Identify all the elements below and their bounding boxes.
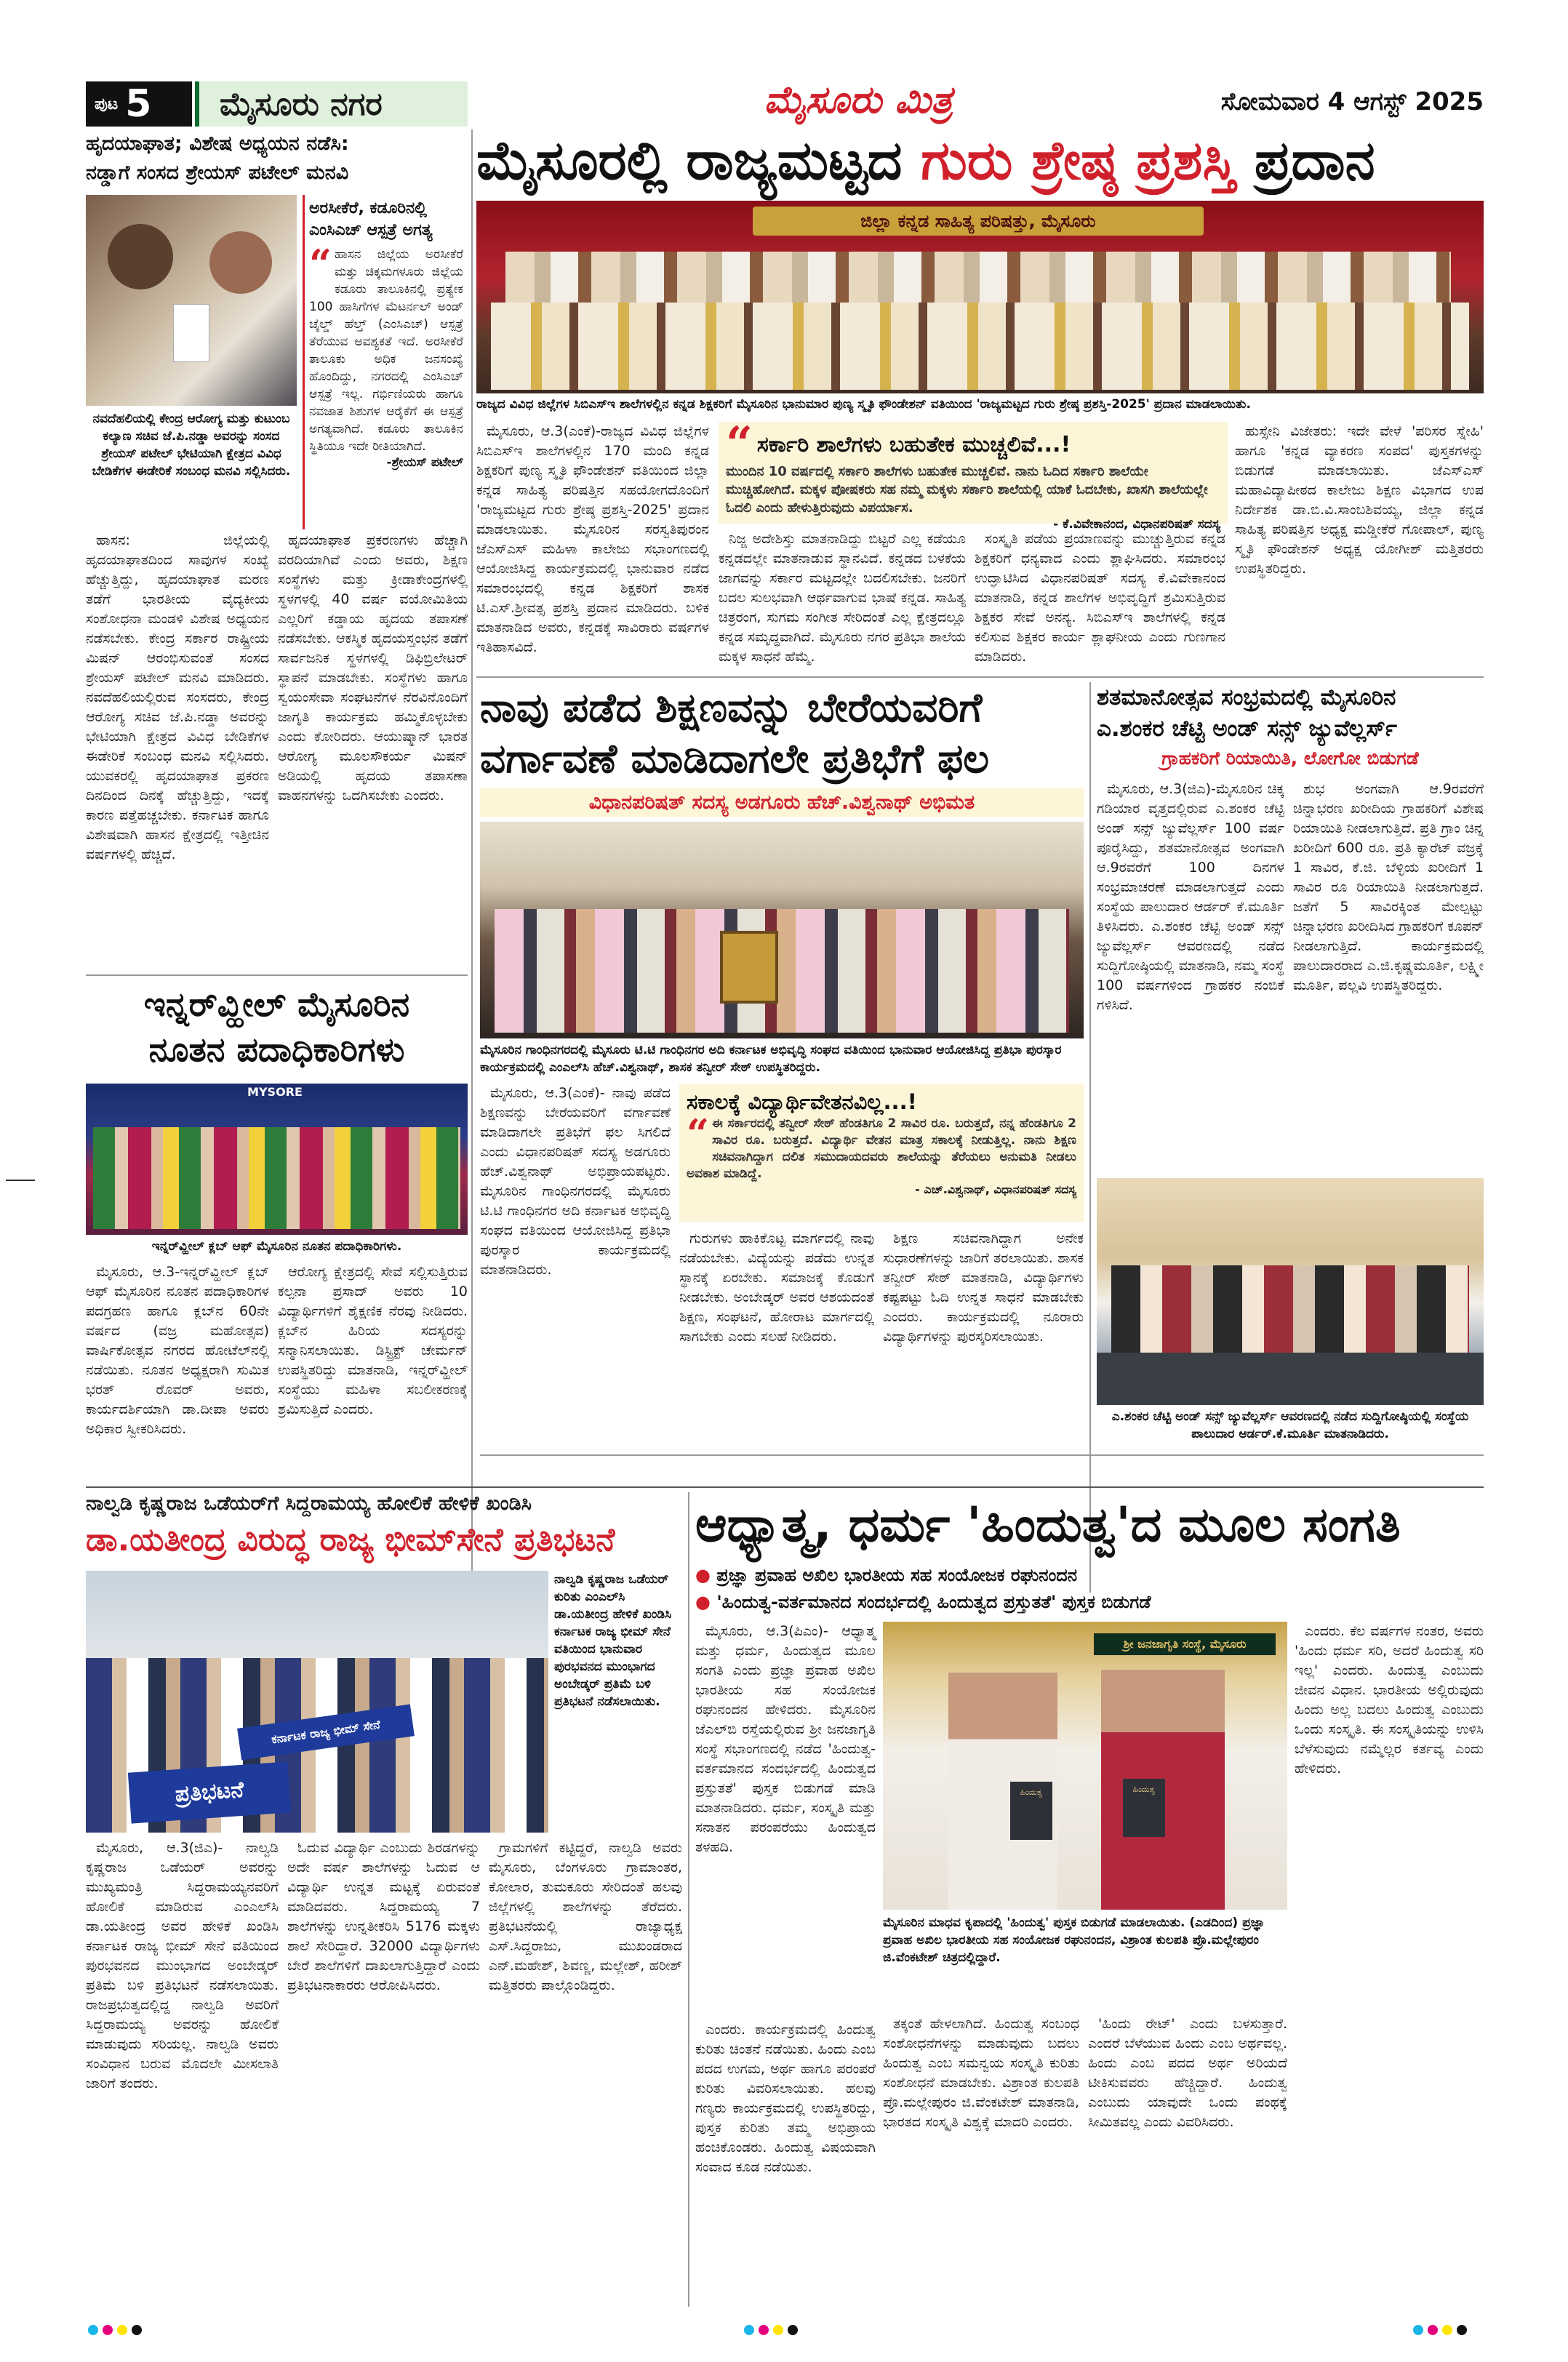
hindutva-col4 xyxy=(1295,1622,1484,2305)
book-release-caption: ಮೈಸೂರಿನ ಮಾಧವ ಕೃಪಾದಲ್ಲಿ 'ಹಿಂದುತ್ವ' ಪುಸ್ತಕ ಬಿಡುಗಡೆ ಮಾಡಲಾಯಿತು. (ಎಡದಿಂದ) ಪ್ರಜ್ಞಾ ಪ್ರವಾಹ ಅಖಿಲ ಭಾರತೀಯ ಸಹ ಸಂಯೋಜಕ ರಘುನಂದನ, ವಿಶ್ರಾಂತ ಕುಲಪತಿ ಪ್ರೊ.ಮಲ್ಲೇಪುರಂ ಜಿ.ವೆಂಕಟೇಶ್ ಚಿತ್ರದಲ್ಲಿದ್ದಾರೆ. xyxy=(883,1915,1265,1965)
margin-mark xyxy=(6,1180,35,1181)
innerwheel-headline xyxy=(86,982,468,1079)
main-story-col1 xyxy=(476,422,709,669)
registration-dot xyxy=(1413,2325,1423,2335)
photo-banner-label: MYSORE xyxy=(247,1085,303,1099)
page-number: 5 xyxy=(125,82,152,126)
vishwanath-col3-text: ಶಿಕ್ಷಣ ಸಚಿವನಾಗಿದ್ದಾಗ ಅನೇಕ ಸುಧಾರಣೆಗಳನ್ನು ಜಾರಿಗೆ ತರಲಾಯಿತು. ಶಾಸಕ ತನ್ವೀರ್ ಸೇಠ್ ಮಾತನಾಡಿ, ವಿದ್ಯಾರ್ಥಿಗಳು ಕಷ್ಟಪಟ್ಟು ಓದಿ ಉನ್ನತ ಸಾಧನೆ ಮಾಡಬೇಕು ಎಂದರು. ಕಾರ್ಯಕ್ರಮದಲ್ಲಿ ನೂರಾರು ವಿದ್ಯಾರ್ಥಿಗಳನ್ನು ಪುರಸ್ಕರಿಸಲಾಯಿತು. xyxy=(883,1230,1084,1345)
protest-col2-text: ಓದುವ ವಿದ್ಯಾರ್ಥಿ ಎಂಬುದು ಶಿರಡಗಳನ್ನು ಅದೇ ವರ್ಷ ಶಾಲೆಗಳನ್ನು ಓದುವ ಆ ವಿದ್ಯಾರ್ಥಿ ಉನ್ನತ ಮಟ್ಟಕ್ಕೆ ಏರುವಂತೆ ಮಾಡಿದವರು. ಸಿದ್ದರಾಮಯ್ಯ 7 ಶಾಲೆಗಳನ್ನು ಉನ್ನತೀಕರಿಸಿ 5176 ಮಕ್ಕಳು ಶಾಲೆ ಸೇರಿದ್ದಾರೆ. 32000 ವಿದ್ಯಾರ್ಥಿಗಳು ಬೇರೆ ಶಾಲೆಗಳಿಗೆ ದಾಖಲಾಗುತ್ತಿದ್ದಾರೆ ಎಂದು ಪ್ರತಿಭಟನಾಕಾರರು ಆರೋಪಿಸಿದರು. xyxy=(287,1840,480,1993)
hindutva-col2-text: ತಕ್ಕಂತೆ ಹೇಳಲಾಗಿದೆ. ಹಿಂದುತ್ವ ಸಂಬಂಧ ಸಂಶೋಧನೆಗಳನ್ನು ಮಾಡುವುದು ಬದಲು ಹಿಂದುತ್ವ ಎಂಬ ಸಮನ್ವಯ ಸಂಸ್ಕೃತಿ ಕುರಿತು ಸಂಶೋಧನೆ ಮಾಡಬೇಕು. ವಿಶ್ರಾಂತ ಕುಲಪತಿ ಪ್ರೊ.ಮಲ್ಲೇಪುರಂ ಜಿ.ವೆಂಕಟೇಶ್ ಮಾತನಾಡಿ, ಭಾರತದ ಸಂಸ್ಕೃತಿ ವಿಶ್ವಕ್ಕೆ ಮಾದರಿ ಎಂದರು. xyxy=(883,2016,1079,2130)
jewellers-headline-line1: ಶತಮಾನೋತ್ಸವ ಸಂಭ್ರಮದಲ್ಲಿ ಮೈಸೂರಿನ xyxy=(1097,684,1396,710)
registration-dot xyxy=(788,2325,798,2335)
registration-dot xyxy=(132,2325,142,2335)
protest-photo-caption: ನಾಲ್ವಡಿ ಕೃಷ್ಣರಾಜ ಒಡೆಯರ್ ಕುರಿತು ಎಂಎಲ್‌ಸಿ ಡಾ.ಯತೀಂದ್ರ ಹೇಳಿಕೆ ಖಂಡಿಸಿ ಕರ್ನಾಟಕ ರಾಜ್ಯ ಭೀಮ್ ಸೇನೆ ವತಿಯಿಂದ ಭಾನುವಾರ ಪುರಭವನದ ಮುಂಭಾಗದ ಅಂಬೇಡ್ಕರ್ ಪ್ರತಿಮೆ ಬಳಿ ಪ್ರತಿಭಟನೆ ನಡೆಸಲಾಯಿತು. xyxy=(554,1572,672,1709)
protest-banner-text: ಪ್ರತಿಭಟನೆ xyxy=(174,1777,245,1808)
registration-dot xyxy=(103,2325,113,2335)
jewellers-subhead xyxy=(1097,748,1484,775)
book-title: ಹಿಂದುತ್ವ xyxy=(1020,1787,1043,1797)
main-story-col1-text: ಮೈಸೂರು, ಆ.3(ಎಂಕೆ)-ರಾಜ್ಯದ ವಿವಿಧ ಜಿಲ್ಲೆಗಳ ಸಿಬಿಎಸ್‌ಇ ಶಾಲೆಗಳಲ್ಲಿನ 170 ಮಂದಿ ಕನ್ನಡ ಶಿಕ್ಷಕರಿಗೆ ಪುಣ್ಯ ಸ್ಮೃತಿ ಫೌಂಡೇಶನ್ ವತಿಯಿಂದ ಜಿಲ್ಲಾ ಕನ್ನಡ ಸಾಹಿತ್ಯ ಪರಿಷತ್ತಿನ ಸಹಯೋಗದೊಂದಿಗೆ 'ರಾಜ್ಯಮಟ್ಟದ ಗುರು ಶ್ರೇಷ್ಠ ಪ್ರಶಸ್ತಿ-2025' ಪ್ರದಾನ ಮಾಡಲಾಯಿತು. ಮೈಸೂರಿನ ಸರಸ್ವತಿಪುರಂನ ಜೆಎಸ್‌ಎಸ್ ಮಹಿಳಾ ಕಾಲೇಜು ಸಭಾಂಗಣದಲ್ಲಿ ಆಯೋಜಿಸಿದ್ದ ಕಾರ್ಯಕ್ರಮದಲ್ಲಿ ಭಾನುವಾರ ನಡೆದ ಸಮಾರಂಭದಲ್ಲಿ ಕನ್ನಡ ಶಿಕ್ಷಕರಿಗೆ ಶಾಸಕ ಟಿ.ಎಸ್.ಶ್ರೀವತ್ಸ ಪ್ರಶಸ್ತಿ ಪ್ರದಾನ ಮಾಡಿದರು. ಬಳಿಕ ಮಾತನಾಡಿದ ಅವರು, ಕನ್ನಡಕ್ಕೆ ಸಾವಿರಾರು ವರ್ಷಗಳ ಇತಿಹಾಸವಿದೆ. xyxy=(476,423,709,655)
sidebox-body: ಹಾಸನ ಜಿಲ್ಲೆಯ ಅರಸೀಕೆರೆ ಮತ್ತು ಚಿಕ್ಕಮಗಳೂರು ಜಿಲ್ಲೆಯ ಕಡೂರು ತಾಲೂಕಿನಲ್ಲಿ ಪ್ರತ್ಯೇಕ 100 ಹಾಸಿಗೆಗಳ ಮೆಟರ್ನಲ್ ಅಂಡ್ ಚೈಲ್ಡ್ ಹೆಲ್ತ್ (ಎಂಸಿಎಚ್) ಆಸ್ಪತ್ರೆ ತೆರೆಯುವ ಅವಶ್ಯಕತೆ ಇದೆ. ಅರಸೀಕೆರೆ ತಾಲೂಕು ಅಧಿಕ ಜನಸಂಖ್ಯೆ ಹೊಂದಿದ್ದು, ನಗರದಲ್ಲಿ ಎಂಸಿಎಚ್ ಆಸ್ಪತ್ರೆ ಇಲ್ಲ. ಗರ್ಭಿಣಿಯರು ಹಾಗೂ ನವಜಾತ ಶಿಶುಗಳ ಆರೈಕೆಗೆ ಈ ಆಸ್ಪತ್ರೆ ಅಗತ್ಯವಾಗಿದೆ. ಕಡೂರು ತಾಲೂಕಿನ ಸ್ಥಿತಿಯೂ ಇದೇ ರೀತಿಯಾಗಿದೆ. xyxy=(309,247,463,454)
protest-col1 xyxy=(86,1838,279,2304)
registration-dots-left xyxy=(86,2324,144,2339)
main-photo-caption: ರಾಜ್ಯದ ವಿವಿಧ ಜಿಲ್ಲೆಗಳ ಸಿಬಿಎಸ್‌ಇ ಶಾಲೆಗಳಲ್ಲಿನ ಕನ್ನಡ ಶಿಕ್ಷಕರಿಗೆ ಮೈಸೂರಿನ ಭಾನುಮಾರ ಪುಣ್ಯ ಸ್ಮೃತಿ ಫೌಂಡೇಶನ್ ವತಿಯಿಂದ 'ರಾಜ್ಯಮಟ್ಟದ ಗುರು ಶ್ರೇಷ್ಠ ಪ್ರಶಸ್ತಿ-2025' ಪ್ರದಾನ ಮಾಡಲಾಯಿತು. xyxy=(476,397,1251,412)
photo-banner-text: ಶ್ರೀ ಜನಜಾಗೃತಿ ಸಂಸ್ಥೆ, ಮೈಸೂರು xyxy=(1123,1637,1247,1651)
hindutva-headline-text: ಆಧ್ಯಾತ್ಮ, ಧರ್ಮ 'ಹಿಂದುತ್ವ'ದ ಮೂಲ ಸಂಗತಿ xyxy=(695,1497,1401,1553)
quote-mark-icon: “ xyxy=(687,1110,710,1157)
quote-body: ಈ ಸರ್ಕಾರದಲ್ಲಿ ತನ್ವೀರ್ ಸೇಠ್ ಹೆಂಡತಿಗೂ 2 ಸಾವಿರ ರೂ. ಬರುತ್ತದೆ, ನನ್ನ ಹೆಂಡತಿಗೂ 2 ಸಾವಿರ ರೂ. ಬರುತ್ತದೆ. ವಿದ್ಯಾರ್ಥಿ ವೇತನ ಮಾತ್ರ ಸಕಾಲಕ್ಕೆ ನೀಡುತ್ತಿಲ್ಲ. ನಾನು ಶಿಕ್ಷಣ ಸಚಿವನಾಗಿದ್ದಾಗ ದಲಿತ ಸಮುದಾಯದವರು ಶಾಲೆಯನ್ನು ತೆರೆಯಲು ಅನುಮತಿ ನೀಡಲು ಅವಕಾಶ ಮಾಡಿದ್ದೆ. xyxy=(687,1116,1076,1181)
quote-mark-icon: “ xyxy=(726,417,753,471)
left-story-headline xyxy=(86,129,468,189)
hindutva-col3 xyxy=(1088,2014,1287,2304)
hindutva-bullets xyxy=(695,1562,1484,1616)
vishwanath-headline-line1: ನಾವು ಪಡೆದ ಶಿಕ್ಷಣವನ್ನು ಬೇರೆಯವರಿಗೆ xyxy=(480,684,983,731)
registration-dot xyxy=(88,2325,98,2335)
protest-col1-text: ಮೈಸೂರು, ಆ.3(ಜಿಎ)- ನಾಲ್ವಡಿ ಕೃಷ್ಣರಾಜ ಒಡೆಯರ್ ಅವರನ್ನು ಮುಖ್ಯಮಂತ್ರಿ ಸಿದ್ದರಾಮಯ್ಯನವರಿಗೆ ಹೋಲಿಕೆ ಮಾಡಿರುವ ಎಂಎಲ್‌ಸಿ ಡಾ.ಯತೀಂದ್ರ ಅವರ ಹೇಳಿಕೆ ಖಂಡಿಸಿ ಕರ್ನಾಟಕ ರಾಜ್ಯ ಭೀಮ್ ಸೇನೆ ವತಿಯಿಂದ ಪುರಭವನದ ಮುಂಭಾಗದ ಅಂಬೇಡ್ಕರ್ ಪ್ರತಿಮೆ ಬಳಿ ಪ್ರತಿಭಟನೆ ನಡೆಸಲಾಯಿತು. ರಾಜಪ್ರಭುತ್ವದಲ್ಲಿದ್ದ ನಾಲ್ವಡಿ ಅವರಿಗೆ ಸಿದ್ದರಾಮಯ್ಯ ಅವರನ್ನು ಹೋಲಿಕೆ ಮಾಡುವುದು ಸರಿಯಲ್ಲ. ನಾಲ್ವಡಿ ಅವರು ಸಂವಿಧಾನ ಬರುವ ಮೊದಲೇ ಮೀಸಲಾತಿ ಜಾರಿಗೆ ತಂದರು. xyxy=(86,1840,279,2091)
press-meet-photo xyxy=(1097,1178,1484,1405)
hindutva-col1b xyxy=(695,2020,876,2304)
protest-kicker-text: ನಾಲ್ವಡಿ ಕೃಷ್ಣರಾಜ ಒಡೆಯರ್‌ಗೆ ಸಿದ್ದರಾಮಯ್ಯ ಹೋಲಿಕೆ ಹೇಳಿಕೆ ಖಂಡಿಸಿ xyxy=(86,1492,532,1515)
jewellers-col2-text: ಶುಭ ಅಂಗವಾಗಿ ಆ.9ರವರೆಗೆ ಚಿನ್ನಾಭರಣ ಖರೀದಿಯ ಗ್ರಾಹಕರಿಗೆ ವಿಶೇಷ ರಿಯಾಯಿತಿ ನೀಡಲಾಗುತ್ತಿದೆ. ಪ್ರತಿ ಗ್ರಾಂ ಚಿನ್ನ ಖರೀದಿಗೆ 600 ರೂ. ಪ್ರತಿ ಕ್ಯಾರೆಟ್ ವಜ್ರಕ್ಕೆ 1 ಸಾವಿರ, ಕೆ.ಜಿ. ಬೆಳ್ಳಿಯ ಖರೀದಿಗೆ 1 ಸಾವಿರ ರೂ ರಿಯಾಯಿತಿ ನೀಡಲಾಗುತ್ತದೆ. ಜತೆಗೆ 5 ಸಾವಿರಕ್ಕಿಂತ ಮೇಲ್ಪಟ್ಟು ಚಿನ್ನಾಭರಣ ಖರೀದಿಸಿದ ಗ್ರಾಹಕರಿಗೆ ಕೂಪನ್ ನೀಡಲಾಗುತ್ತಿದೆ. ಕಾರ್ಯಕ್ರಮದಲ್ಲಿ ಪಾಲುದಾರರಾದ ಎ.ಜಿ.ಕೃಷ್ಣಮೂರ್ತಿ, ಲಕ್ಷ್ಮೀ ಮೂರ್ತಿ, ಪಲ್ಲವಿ ಉಪಸ್ಥಿತರಿದ್ದರು. xyxy=(1293,781,1484,993)
left-story-col2 xyxy=(278,531,468,967)
book-cover xyxy=(1010,1782,1052,1840)
pratibha-photo-caption: ಮೈಸೂರಿನ ಗಾಂಧಿನಗರದಲ್ಲಿ ಮೈಸೂರು ಟಿ.ಟಿ ಗಾಂಧಿನಗರ ಅದಿ ಕರ್ನಾಟಕ ಅಭಿವೃದ್ಧಿ ಸಂಘದ ವತಿಯಿಂದ ಭಾನುವಾರ ಆಯೋಜಿಸಿದ್ದ ಪ್ರತಿಭಾ ಪುರಸ್ಕಾರ ಕಾರ್ಯಕ್ರಮದಲ್ಲಿ ಎಂಎಲ್‌ಸಿ ಹೆಚ್.ವಿಶ್ವನಾಥ್, ಶಾಸಕ ತನ್ವೀರ್ ಸೇಠ್ ಉಪಸ್ಥಿತರಿದ್ದರು. xyxy=(480,1043,1062,1075)
innerwheel-title-line2: ನೂತನ ಪದಾಧಿಕಾರಿಗಳು xyxy=(148,1030,405,1069)
jewellers-subhead-text: ಗ್ರಾಹಕರಿಗೆ ರಿಯಾಯಿತಿ, ಲೋಗೋ ಬಿಡುಗಡೆ xyxy=(1161,748,1419,769)
vishwanath-headline xyxy=(480,682,1084,784)
protest-sign-text: ಕರ್ನಾಟಕ ರಾಜ್ಯ ಭೀಮ್ ಸೇನೆ xyxy=(271,1717,381,1747)
vishwanath-headline-line2: ವರ್ಗಾವಣೆ ಮಾಡಿದಾಗಲೇ ಪ್ರತಿಭೆಗೆ ಫಲ xyxy=(480,735,989,782)
protest-headline-text: ಡಾ.ಯತೀಂದ್ರ ವಿರುದ್ಧ ರಾಜ್ಯ ಭೀಮ್‌ಸೇನೆ ಪ್ರತಿಭಟನೆ xyxy=(86,1521,615,1558)
innerwheel-col2 xyxy=(278,1262,468,1481)
hindutva-col2 xyxy=(883,2014,1079,2304)
nadda-meeting-photo xyxy=(86,195,297,406)
award-ceremony-photo xyxy=(476,201,1484,393)
hindutva-headline xyxy=(695,1492,1484,1558)
nadda-photo-caption: ನವದೆಹಲಿಯಲ್ಲಿ ಕೇಂದ್ರ ಆರೋಗ್ಯ ಮತ್ತು ಕುಟುಂಬ ಕಲ್ಯಾಣ ಸಚಿವ ಜೆ.ಪಿ.ನಡ್ಡಾ ಅವರನ್ನು ಸಂಸದ ಶ್ರೇಯಸ್ ಪಟೇಲ್ ಭೇಟಿಯಾಗಿ ಕ್ಷೇತ್ರದ ವಿವಿಧ ಬೇಡಿಕೆಗಳ ಈಡೇರಿಕೆ ಸಂಬಂಧ ಮನವಿ ಸಲ್ಲಿಸಿದರು. xyxy=(92,412,291,479)
pratibha-puraskara-photo xyxy=(480,822,1084,1038)
innerwheel-col1 xyxy=(86,1262,269,1481)
page-label: ಪುಟ xyxy=(95,95,119,113)
main-headline xyxy=(476,129,1484,192)
main-story-col2 xyxy=(719,529,966,669)
back-row-people xyxy=(505,252,1451,303)
main-headline-part3: ಪ್ರದಾನ xyxy=(1254,129,1375,192)
innerwheel-caption: ಇನ್ನರ್‌ವ್ಹೀಲ್ ಕ್ಲಬ್ ಆಫ್ ಮೈಸೂರಿನ ನೂತನ ಪದಾಧಿಕಾರಿಗಳು. xyxy=(151,1239,402,1254)
registration-dot xyxy=(773,2325,783,2335)
quote-author: - ಕೆ.ವಿವೇಕಾನಂದ, ವಿಧಾನಪರಿಷತ್ ಸದಸ್ಯ xyxy=(1053,517,1220,532)
hindutva-col3-text: 'ಹಿಂದು ರೇಟ್' ಎಂದು ಬಳಸುತ್ತಾರೆ. ಎಂದರೆ ಬೆಳೆಯುವ ಹಿಂದು ಎಂಬ ಅರ್ಥವಲ್ಲ. ಹಿಂದು ಎಂಬ ಪದದ ಅರ್ಥ ಅರಿಯದೆ ಟೀಕಿಸುವವರು ಹೆಚ್ಚಿದ್ದಾರೆ. ಹಿಂದುತ್ವ ಎಂಬುದು ಯಾವುದೇ ಒಂದು ಪಂಥಕ್ಕೆ ಸೀಮಿತವಲ್ಲ ಎಂದು ವಿವರಿಸಿದರು. xyxy=(1088,2016,1287,2130)
front-row-people xyxy=(491,303,1469,390)
registration-dot xyxy=(117,2325,127,2335)
innerwheel-col2-text: ಆರೋಗ್ಯ ಕ್ಷೇತ್ರದಲ್ಲಿ ಸೇವೆ ಸಲ್ಲಿಸುತ್ತಿರುವ ಕಲ್ಪನಾ ಪ್ರಸಾದ್ ಅವರು 10 ವಿದ್ಯಾರ್ಥಿಗಳಿಗೆ ಶೈಕ್ಷಣಿಕ ನೆರವು ನೀಡಿದರು. ಕ್ಲಬ್‌ನ ಹಿರಿಯ ಸದಸ್ಯರನ್ನು ಸನ್ಮಾನಿಸಲಾಯಿತು. ಡಿಸ್ಟ್ರಿಕ್ಟ್ ಚೇರ್ಮನ್ ಉಪಸ್ಥಿತರಿದ್ದು ಮಾತನಾಡಿ, ಇನ್ನರ್‌ವ್ಹೀಲ್ ಸಂಸ್ಥೆಯು ಮಹಿಳಾ ಸಬಲೀಕರಣಕ್ಕೆ ಶ್ರಮಿಸುತ್ತಿದೆ ಎಂದರು. xyxy=(278,1264,468,1417)
hindutva-bullet2: 'ಹಿಂದುತ್ವ-ವರ್ತಮಾನದ ಸಂದರ್ಭದಲ್ಲಿ ಹಿಂದುತ್ವದ ಪ್ರಸ್ತುತತೆ' ಪುಸ್ತಕ ಬಿಡುಗಡೆ xyxy=(716,1592,1151,1612)
left-story-col1-text: ಹಾಸನ: ಜಿಲ್ಲೆಯಲ್ಲಿ ಹೃದಯಾಘಾತದಿಂದ ಸಾವುಗಳ ಸಂಖ್ಯೆ ಹೆಚ್ಚುತ್ತಿದ್ದು, ಹೃದಯಾಘಾತ ಮರಣ ತಡೆಗೆ ಭಾರತೀಯ ವೈದ್ಯಕೀಯ ಸಂಶೋಧನಾ ಮಂಡಳಿ ವಿಶೇಷ ಅಧ್ಯಯನ ನಡೆಸಬೇಕು. ಕೇಂದ್ರ ಸರ್ಕಾರ ರಾಷ್ಟ್ರೀಯ ಮಿಷನ್ ಆರಂಭಿಸುವಂತೆ ಸಂಸದ ಶ್ರೇಯಸ್ ಪಟೇಲ್ ಮನವಿ ಮಾಡಿದರು. ನವದೆಹಲಿಯಲ್ಲಿರುವ ಸಂಸದರು, ಕೇಂದ್ರ ಆರೋಗ್ಯ ಸಚಿವ ಜೆ.ಪಿ.ನಡ್ಡಾ ಅವರನ್ನು ಭೇಟಿಯಾಗಿ ಕ್ಷೇತ್ರದ ವಿವಿಧ ಬೇಡಿಕೆಗಳ ಈಡೇರಿಕೆ ಸಂಬಂಧ ಮನವಿ ಸಲ್ಲಿಸಿದರು. ಯುವಕರಲ್ಲಿ ಹೃದಯಾಘಾತ ಪ್ರಕರಣ ದಿನದಿಂದ ದಿನಕ್ಕೆ ಹೆಚ್ಚುತ್ತಿದ್ದು, ಇದಕ್ಕೆ ಕಾರಣ ಪತ್ತೆಹಚ್ಚಬೇಕು. ಕರ್ನಾಟಕ ಹಾಗೂ ವಿಶೇಷವಾಗಿ ಹಾಸನ ಕ್ಷೇತ್ರದಲ್ಲಿ ಇತ್ತೀಚಿನ ವರ್ಷಗಳಲ್ಲಿ ಹೆಚ್ಚಿದೆ. xyxy=(86,532,269,862)
innerwheel-members-photo xyxy=(86,1084,468,1235)
vishwanath-col1-text: ಮೈಸೂರು, ಆ.3(ಎಂಕೆ)- ನಾವು ಪಡೆದ ಶಿಕ್ಷಣವನ್ನು ಬೇರೆಯವರಿಗೆ ವರ್ಗಾವಣೆ ಮಾಡಿದಾಗಲೇ ಪ್ರತಿಭೆಗೆ ಫಲ ಸಿಗಲಿದೆ ಎಂದು ವಿಧಾನಪರಿಷತ್ ಸದಸ್ಯ ಅಡಗೂರು ಹೆಚ್.ವಿಶ್ವನಾಥ್ ಅಭಿಪ್ರಾಯಪಟ್ಟರು. ಮೈಸೂರಿನ ಗಾಂಧಿನಗರದಲ್ಲಿ ಮೈಸೂರು ಟಿ.ಟಿ ಗಾಂಧಿನಗರ ಅದಿ ಕರ್ನಾಟಕ ಅಭಿವೃದ್ಧಿ ಸಂಘದ ವತಿಯಿಂದ ಆಯೋಜಿಸಿದ್ದ ಪ್ರತಿಭಾ ಪುರಸ್ಕಾರ ಕಾರ್ಯಕ್ರಮದಲ್ಲಿ ಮಾತನಾಡಿದರು. xyxy=(480,1085,671,1278)
sidebox-title: ಅರಸೀಕೆರೆ, ಕಡೂರಿನಲ್ಲಿ ಎಂಸಿಎಚ್ ಆಸ್ಪತ್ರೆ ಅಗತ್ಯ xyxy=(309,199,433,239)
protest-col3-text: ಗ್ರಾಮಗಳಿಗೆ ಕಟ್ಟಿದ್ದರೆ, ನಾಲ್ವಡಿ ಅವರು ಮೈಸೂರು, ಬೆಂಗಳೂರು ಗ್ರಾಮಾಂತರ, ಕೋಲಾರ, ತುಮಕೂರು ಸೇರಿದಂತೆ ಹಲವು ಜಿಲ್ಲೆಗಳಲ್ಲಿ ಶಾಲೆಗಳನ್ನು ತೆರೆದರು. ಪ್ರತಿಭಟನೆಯಲ್ಲಿ ರಾಜ್ಯಾಧ್ಯಕ್ಷ ಎಸ್.ಸಿದ್ದರಾಜು, ಮುಖಂಡರಾದ ಎನ್.ಮಹೇಶ್, ಶಿವಣ್ಣ, ಮಲ್ಲೇಶ್, ಹರೀಶ್ ಮತ್ತಿತರರು ಪಾಲ್ಗೊಂಡಿದ್ದರು. xyxy=(489,1840,682,1993)
quote-author: - ಎಚ್.ವಿಶ್ವನಾಥ್, ವಿಧಾನಪರಿಷತ್ ಸದಸ್ಯ xyxy=(915,1182,1076,1196)
press-meet-caption: ಎ.ಶಂಕರ ಚೆಟ್ಟಿ ಅಂಡ್ ಸನ್ಸ್ ಜ್ಯುವೆಲ್ಲರ್ಸ್ ಆವರಣದಲ್ಲಿ ನಡೆದ ಸುದ್ದಿಗೋಷ್ಠಿಯಲ್ಲಿ ಸಂಸ್ಥೆಯ ಪಾಲುದಾರ ಆರ್ಡರ್.ಕೆ.ಮೂರ್ತಿ ಮಾತನಾಡಿದರು. xyxy=(1111,1409,1469,1441)
sidebox-author: -ಶ್ರೇಯಸ್ ಪಟೇಲ್ xyxy=(386,455,463,470)
registration-dot xyxy=(1442,2325,1452,2335)
hindutva-col1b-text: ಎಂದರು. ಕಾರ್ಯಕ್ರಮದಲ್ಲಿ ಹಿಂದುತ್ವ ಕುರಿತು ಚಿಂತನೆ ನಡೆಯಿತು. ಹಿಂದು ಎಂಬ ಪದದ ಉಗಮ, ಅರ್ಥ ಹಾಗೂ ಪರಂಪರೆ ಕುರಿತು ವಿವರಿಸಲಾಯಿತು. ಹಲವು ಗಣ್ಯರು ಕಾರ್ಯಕ್ರಮದಲ್ಲಿ ಉಪಸ್ಥಿತರಿದ್ದು, ಪುಸ್ತಕ ಕುರಿತು ತಮ್ಮ ಅಭಿಪ್ರಾಯ ಹಂಚಿಕೊಂಡರು. ಹಿಂದುತ್ವ ವಿಷಯವಾಗಿ ಸಂವಾದ ಕೂಡ ನಡೆಯಿತು. xyxy=(695,2022,876,2175)
main-headline-part2: ಗುರು ಶ್ರೇಷ್ಠ ಪ್ರಶಸ್ತಿ xyxy=(921,129,1236,192)
section-label: ಮೈಸೂರು ನಗರ xyxy=(220,85,383,123)
book-cover xyxy=(1123,1779,1165,1837)
jewellers-col1-text: ಮೈಸೂರು, ಆ.3(ಜಿಎ)-ಮೈಸೂರಿನ ಚಿಕ್ಕ ಗಡಿಯಾರ ವೃತ್ತದಲ್ಲಿರುವ ಎ.ಶಂಕರ ಚೆಟ್ಟಿ ಅಂಡ್ ಸನ್ಸ್ ಜ್ಯುವೆಲ್ಲರ್ಸ್ 100 ವರ್ಷ ಪೂರೈಸಿದ್ದು, ಶತಮಾನೋತ್ಸವ ಅಂಗವಾಗಿ ಆ.9ರವರೆಗೆ 100 ದಿನಗಳ ಸಂಭ್ರಮಾಚರಣೆ ಮಾಡಲಾಗುತ್ತದೆ ಎಂದು ಸಂಸ್ಥೆಯ ಪಾಲುದಾರ ಆರ್ಡರ್ ಕೆ.ಮೂರ್ತಿ ತಿಳಿಸಿದರು. ಎ.ಶಂಕರ ಚೆಟ್ಟಿ ಅಂಡ್ ಸನ್ಸ್ ಜ್ಯುವೆಲ್ಲರ್ಸ್ ಆವರಣದಲ್ಲಿ ನಡೆದ ಸುದ್ದಿಗೋಷ್ಠಿಯಲ್ಲಿ ಮಾತನಾಡಿ, ನಮ್ಮ ಸಂಸ್ಥೆ 100 ವರ್ಷಗಳಿಂದ ಗ್ರಾಹಕರ ನಂಬಿಕೆ ಗಳಿಸಿದೆ. xyxy=(1097,781,1284,1013)
jewellers-headline-line2: ಎ.ಶಂಕರ ಚೆಟ್ಟಿ ಅಂಡ್ ಸನ್ಸ್ ಜ್ಯುವೆಲ್ಲರ್ಸ್ xyxy=(1097,716,1397,742)
registration-dot xyxy=(1428,2325,1438,2335)
quote-mark-icon: “ xyxy=(309,241,332,287)
main-story-col3 xyxy=(975,529,1225,669)
quote-title: ಸಕಾಲಕ್ಕೆ ವಿದ್ಯಾರ್ಥಿವೇತನವಿಲ್ಲ...! xyxy=(687,1089,917,1114)
main-story-col4-text: ಹುಸ್ಸೇನಿ ವಿಜೇತರು: ಇದೇ ವೇಳೆ 'ಪರಿಸರ ಸ್ನೇಹಿ' ಹಾಗೂ 'ಕನ್ನಡ ವ್ಯಾಕರಣ ಸಂಪದ' ಪುಸ್ತಕಗಳನ್ನು ಬಿಡುಗಡೆ ಮಾಡಲಾಯಿತು. ಜೆಎಸ್‌ಎಸ್ ಮಹಾವಿದ್ಯಾಪೀಠದ ಕಾಲೇಜು ಶಿಕ್ಷಣ ವಿಭಾಗದ ಉಪ ನಿರ್ದೇಶಕ ಡಾ.ಬಿ.ವಿ.ಸಾಂಬಶಿವಯ್ಯ, ಜಿಲ್ಲಾ ಕನ್ನಡ ಸಾಹಿತ್ಯ ಪರಿಷತ್ತಿನ ಅಧ್ಯಕ್ಷ ಮಡ್ಡೀಕೆರೆ ಗೋಪಾಲ್, ಪುಣ್ಯ ಸ್ಮೃತಿ ಫೌಂಡೇಶನ್ ಅಧ್ಯಕ್ಷ ಯೋಗೀಶ್ ಮತ್ತಿತರರು ಉಪಸ್ಥಿತರಿದ್ದರು. xyxy=(1235,423,1484,577)
main-story-col4 xyxy=(1235,422,1484,669)
registration-dot xyxy=(1457,2325,1467,2335)
book-release-photo xyxy=(883,1622,1287,1910)
vishwanath-col2-text: ಗುರುಗಳು ಹಾಕಿಕೊಟ್ಟ ಮಾರ್ಗದಲ್ಲಿ ನಾವು ನಡೆಯಬೇಕು. ವಿದ್ಯೆಯನ್ನು ಪಡೆದು ಉನ್ನತ ಸ್ಥಾನಕ್ಕೆ ಏರಬೇಕು. ಸಮಾಜಕ್ಕೆ ಕೊಡುಗೆ ನೀಡಬೇಕು. ಅಂಬೇಡ್ಕರ್ ಅವರ ಆಶಯದಂತೆ ಶಿಕ್ಷಣ, ಸಂಘಟನೆ, ಹೋರಾಟ ಮಾರ್ಗದಲ್ಲಿ ಸಾಗಬೇಕು ಎಂದು ಸಲಹೆ ನೀಡಿದರು. xyxy=(679,1230,874,1345)
protest-kicker xyxy=(86,1492,682,1518)
main-story-col3-text: ಸಂಸ್ಕೃತಿ ಪಡೆಯ ಪ್ರಯಾಣವನ್ನು ಮುಚ್ಚುತ್ತಿರುವ ಕನ್ನಡ ಶಿಕ್ಷಕರಿಗೆ ಧನ್ಯವಾದ ಎಂದು ಶ್ಲಾಘಿಸಿದರು. ಸಮಾರಂಭ ಉದ್ಘಾಟಿಸಿದ ವಿಧಾನಪರಿಷತ್ ಸದಸ್ಯ ಕೆ.ವಿವೇಕಾನಂದ ಮಾತನಾಡಿ, ಕನ್ನಡ ಶಾಲೆಗಳ ಅಭಿವೃದ್ಧಿಗೆ ಶ್ರಮಿಸುತ್ತಿರುವ ಶಿಕ್ಷಕರ ಸೇವೆ ಅನನ್ಯ. ಸಿಬಿಎಸ್‌ಇ ಶಾಲೆಗಳಲ್ಲಿ ಕನ್ನಡ ಕಲಿಸುವ ಶಿಕ್ಷಕರ ಕಾರ್ಯ ಶ್ಲಾಘನೀಯ ಎಂದು ಗುಣಗಾನ ಮಾಡಿದರು. xyxy=(975,531,1225,665)
jewellers-headline xyxy=(1097,682,1484,745)
left-headline-line1: ಹೃದಯಾಘಾತ; ವಿಶೇಷ ಅಧ್ಯಯನ ನಡೆಸಿ: xyxy=(86,132,349,155)
vishwanath-subhead-text: ವಿಧಾನಪರಿಷತ್ ಸದಸ್ಯ ಅಡಗೂರು ಹೆಚ್.ವಿಶ್ವನಾಥ್ ಅಭಿಮತ xyxy=(588,791,975,814)
hindutva-bullet1: ಪ್ರಜ್ಞಾ ಪ್ರವಾಹ ಅಖಿಲ ಭಾರತೀಯ ಸಹ ಸಂಯೋಜಕ ರಘುನಂದನ xyxy=(716,1565,1078,1585)
jewellers-col2 xyxy=(1293,780,1484,1172)
protest-photo xyxy=(86,1571,548,1833)
left-headline-line2: ನಡ್ಡಾಗೆ ಸಂಸದ ಶ್ರೇಯಸ್ ಪಟೇಲ್ ಮನವಿ xyxy=(86,161,349,184)
left-story-col1 xyxy=(86,531,269,967)
hindutva-col1 xyxy=(695,1622,876,2014)
section-title xyxy=(195,81,468,127)
jewellers-col1 xyxy=(1097,780,1284,1172)
photo-banner xyxy=(1094,1633,1276,1655)
left-story-col2-text: ಹೃದಯಾಘಾತ ಪ್ರಕರಣಗಳು ಹೆಚ್ಚಾಗಿ ವರದಿಯಾಗಿವೆ ಎಂದು ಅವರು, ಶಿಕ್ಷಣ ಸಂಸ್ಥೆಗಳು ಮತ್ತು ಕ್ರೀಡಾಕೇಂದ್ರಗಳಲ್ಲಿ ಸ್ಥಳಗಳಲ್ಲಿ 40 ವರ್ಷ ವಯೋಮಿತಿಯ ಎಲ್ಲರಿಗೆ ಕಡ್ಡಾಯ ಹೃದಯ ತಪಾಸಣೆ ನಡೆಸಬೇಕು. ಆಕಸ್ಮಿಕ ಹೃದಯಸ್ತಂಭನ ತಡೆಗೆ ಸಾರ್ವಜನಿಕ ಸ್ಥಳಗಳಲ್ಲಿ ಡಿಫಿಬ್ರಿಲೇಟರ್ ಸ್ಥಾಪನೆ ಮಾಡಬೇಕು. ಸಂಸ್ಥೆಗಳು ಹಾಗೂ ಸ್ವಯಂಸೇವಾ ಸಂಘಟನೆಗಳ ನೆರವಿನೊಂದಿಗೆ ಜಾಗೃತಿ ಕಾರ್ಯಕ್ರಮ ಹಮ್ಮಿಕೊಳ್ಳಬೇಕು ಎಂದು ಕೋರಿದರು. ಆಯುಷ್ಮಾನ್ ಭಾರತ ಆರೋಗ್ಯ ಮೂಲಸೌಕರ್ಯ ಮಿಷನ್ ಅಡಿಯಲ್ಲಿ ಹೃದಯ ತಪಾಸಣಾ ವಾಹನಗಳನ್ನು ಒದಗಿಸಬೇಕು ಎಂದರು. xyxy=(278,532,468,804)
quote-body: ಮುಂದಿನ 10 ವರ್ಷದಲ್ಲಿ ಸರ್ಕಾರಿ ಶಾಲೆಗಳು ಬಹುತೇಕ ಮುಚ್ಚಲಿವೆ. ನಾನು ಓದಿದ ಸರ್ಕಾರಿ ಶಾಲೆಯೇ ಮುಚ್ಚಿಹೋಗಿದೆ. ಮಕ್ಕಳ ಪೋಷಕರು ಸಹ ನಮ್ಮ ಮಕ್ಕಳು ಸರ್ಕಾರಿ ಶಾಲೆಯಲ್ಲಿ ಯಾಕೆ ಓದಬೇಕು, ಖಾಸಗಿ ಶಾಲೆಯಲ್ಲೇ ಓದಲಿ ಎಂದು ಹೇಳುತ್ತಿರುವುದು ವಿಪರ್ಯಾಸ. xyxy=(726,464,1208,516)
protest-headline xyxy=(86,1521,682,1564)
page-number-box xyxy=(86,81,192,127)
date-line xyxy=(1193,87,1484,124)
main-headline-part1: ಮೈಸೂರಲ್ಲಿ ರಾಜ್ಯಮಟ್ಟದ xyxy=(476,129,903,192)
quote-title: ಸರ್ಕಾರಿ ಶಾಲೆಗಳು ಬಹುತೇಕ ಮುಚ್ಚಲಿವೆ...! xyxy=(756,431,1071,457)
bullet-icon: ● xyxy=(695,1592,711,1612)
mch-sidebox xyxy=(303,195,468,529)
registration-dots-center xyxy=(742,2324,800,2339)
protest-col3 xyxy=(489,1838,682,2304)
protest-col2 xyxy=(287,1838,480,2304)
innerwheel-title-line1: ಇನ್ನರ್‌ವ್ಹೀಲ್ ಮೈಸೂರಿನ xyxy=(143,985,410,1024)
innerwheel-col1-text: ಮೈಸೂರು, ಆ.3-ಇನ್ನರ್‌ವ್ಹೀಲ್ ಕ್ಲಬ್ ಆಫ್ ಮೈಸೂರಿನ ನೂತನ ಪದಾಧಿಕಾರಿಗಳ ಪದಗ್ರಹಣ ಹಾಗೂ ಕ್ಲಬ್‌ನ 60ನೇ ವರ್ಷದ (ವಜ್ರ ಮಹೋತ್ಸವ) ವಾರ್ಷಿಕೋತ್ಸವ ನಗರದ ಹೋಟೆಲ್‌ನಲ್ಲಿ ನಡೆಯಿತು. ನೂತನ ಅಧ್ಯಕ್ಷರಾಗಿ ಸುಮಿತ ಭರತ್ ರೊವರ್ ಅವರು, ಕಾರ್ಯದರ್ಶಿಯಾಗಿ ಡಾ.ದೀಪಾ ಅವರು ಅಧಿಕಾರ ಸ್ವೀಕರಿಸಿದರು. xyxy=(86,1264,269,1437)
book-title: ಹಿಂದುತ್ವ xyxy=(1132,1785,1156,1794)
quote-box-scholarship xyxy=(679,1084,1084,1222)
banner-text: ಜಿಲ್ಲಾ ಕನ್ನಡ ಸಾಹಿತ್ಯ ಪರಿಷತ್ತು, ಮೈಸೂರು xyxy=(753,207,1204,236)
hindutva-col4-text: ಎಂದರು. ಕೆಲ ವರ್ಷಗಳ ನಂತರ, ಅವರು 'ಹಿಂದು ಧರ್ಮ ಸರಿ, ಅದರೆ ಹಿಂದುತ್ವ ಸರಿ ಇಲ್ಲ' ಎಂದರು. ಹಿಂದುತ್ವ ಎಂಬುದು ಜೀವನ ವಿಧಾನ. ಭಾರತೀಯ ಅಲ್ಲಿರುವುದು ಹಿಂದು ಅಲ್ಲ ಬದಲು ಹಿಂದುತ್ವ ಎಂಬುದು ಒಂದು ಸಂಸ್ಕೃತಿ. ಈ ಸಂಸ್ಕೃತಿಯನ್ನು ಉಳಿಸಿ ಬೆಳೆಸುವುದು ನಮ್ಮೆಲ್ಲರ ಕರ್ತವ್ಯ ಎಂದು ಹೇಳಿದರು. xyxy=(1295,1623,1484,1777)
bullet-icon: ● xyxy=(695,1565,711,1585)
registration-dot xyxy=(759,2325,769,2335)
hindutva-col1-text: ಮೈಸೂರು, ಆ.3(ಪಿಎಂ)- ಆಧ್ಯಾತ್ಮ ಮತ್ತು ಧರ್ಮ, ಹಿಂದುತ್ವದ ಮೂಲ ಸಂಗತಿ ಎಂದು ಪ್ರಜ್ಞಾ ಪ್ರವಾಹ ಅಖಿಲ ಭಾರತೀಯ ಸಹ ಸಂಯೋಜಕ ರಘುನಂದನ ಹೇಳಿದರು. ಮೈಸೂರಿನ ಜೆಎಲ್‌ಬಿ ರಸ್ತೆಯಲ್ಲಿರುವ ಶ್ರೀ ಜನಜಾಗೃತಿ ಸಂಸ್ಥೆ ಸಭಾಂಗಣದಲ್ಲಿ ನಡೆದ 'ಹಿಂದುತ್ವ-ವರ್ತಮಾನದ ಸಂದರ್ಭದಲ್ಲಿ ಹಿಂದುತ್ವದ ಪ್ರಸ್ತುತತೆ' ಪುಸ್ತಕ ಬಿಡುಗಡೆ ಮಾಡಿ ಮಾತನಾಡಿದರು. ಧರ್ಮ, ಸಂಸ್ಕೃತಿ ಮತ್ತು ಸನಾತನ ಪರಂಪರೆಯು ಹಿಂದುತ್ವದ ತಳಹದಿ. xyxy=(695,1623,876,1855)
vishwanath-subhead xyxy=(480,788,1084,817)
main-story-col2-text: ನಿಜ್ಜ ಅದೇಶಿಸ್ತು ಮಾತನಾಡಿದ್ದು ಬಿಟ್ಟರೆ ಎಲ್ಲ ಕಡೆಯೂ ಕನ್ನಡದಲ್ಲೇ ಮಾತನಾಡುವ ಸ್ಥಾನವಿದೆ. ಕನ್ನಡದ ಬಳಕೆಯ ಜಾಗವನ್ನು ಸರ್ಕಾರ ಮಟ್ಟದಲ್ಲೇ ಬದಲಿಸಬೇಕು. ಜನರಿಗೆ ಬದಲ ಸುಲಭವಾಗಿ ಆರ್ಥವಾಗುವ ಭಾಷೆ ಕನ್ನಡ. ಸಾಹಿತ್ಯ ಚಿತ್ರರಂಗ, ಸುಗಮ ಸಂಗೀತ ಸೇರಿದಂತೆ ಎಲ್ಲ ಕ್ಷೇತ್ರದಲ್ಲೂ ಕನ್ನಡ ಸಮೃದ್ಧವಾಗಿದೆ. ಮೈಸೂರು ನಗರ ಪ್ರತಿಭಾ ಶಾಲೆಯ ಮಕ್ಕಳ ಸಾಧನೆ ಹೆಮ್ಮೆ. xyxy=(719,531,966,665)
quote-box-govt-schools xyxy=(719,417,1228,532)
registration-dots-right xyxy=(1411,2324,1469,2339)
date-text: ಸೋಮವಾರ 4 ಆಗಸ್ಟ್ 2025 xyxy=(1220,87,1484,116)
registration-dot xyxy=(744,2325,754,2335)
masthead xyxy=(698,79,1018,129)
masthead-text: ಮೈಸೂರು ಮಿತ್ರ xyxy=(764,79,953,122)
